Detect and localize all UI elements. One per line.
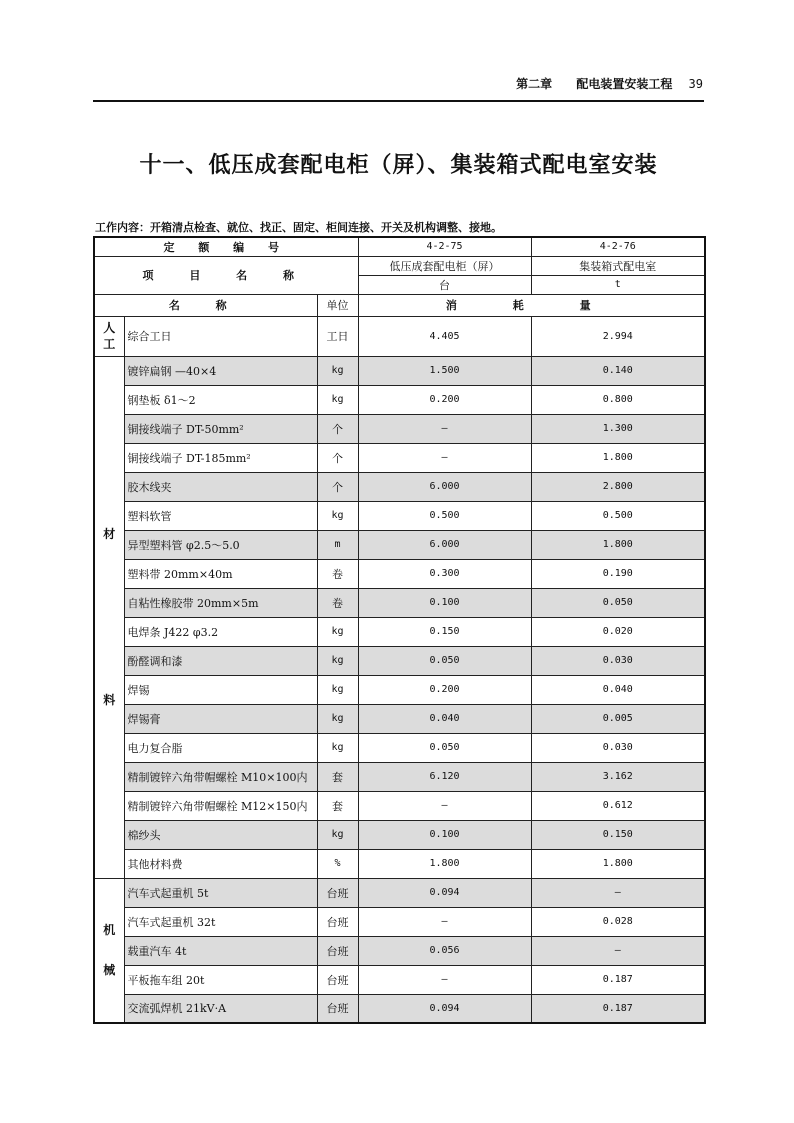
value-76: 0.140 [531, 356, 705, 385]
value-76: 2.994 [531, 316, 705, 356]
item-unit: kg [317, 733, 358, 762]
item-unit: m [317, 530, 358, 559]
value-76: 0.028 [531, 907, 705, 936]
machinery-row [94, 878, 705, 907]
item-name: 塑料带 20mm×40m [124, 559, 317, 588]
item-name: 精制镀锌六角带帽螺栓 M12×150内 [124, 791, 317, 820]
value-75: 6.000 [358, 472, 531, 501]
value-76: 1.800 [531, 849, 705, 878]
value-76: 0.150 [531, 820, 705, 849]
machinery-category-char: 械 [103, 963, 116, 978]
item-unit: kg [317, 501, 358, 530]
item-name: 铜接线端子 DT-185mm² [124, 443, 317, 472]
labor-row [94, 316, 705, 356]
item-unit: kg [317, 704, 358, 733]
item-name: 自粘性橡胶带 20mm×5m [124, 588, 317, 617]
quota-label: 定 额 编 号 [94, 237, 358, 256]
item-name: 汽车式起重机 32t [124, 907, 317, 936]
col-unit-header: 单位 [317, 294, 358, 316]
item-name: 酚醛调和漆 [124, 646, 317, 675]
value-75: 0.040 [358, 704, 531, 733]
value-75: 0.056 [358, 936, 531, 965]
machinery-category [94, 878, 124, 1023]
value-75: — [358, 443, 531, 472]
item-name: 精制镀锌六角带帽螺栓 M10×100内 [124, 762, 317, 791]
materials-category-char: 材 [103, 527, 116, 541]
item-unit: 台班 [317, 878, 358, 907]
value-76: 0.612 [531, 791, 705, 820]
item-label: 项 目 名 称 [94, 256, 358, 294]
item-name: 其他材料费 [124, 849, 317, 878]
column-header-row [94, 294, 705, 316]
value-75: 4.405 [358, 316, 531, 356]
item-name: 塑料软管 [124, 501, 317, 530]
materials-row [94, 472, 705, 501]
value-76: 0.187 [531, 965, 705, 994]
item-unit: 台班 [317, 907, 358, 936]
machinery-row [94, 994, 705, 1023]
labor-category-char: 人 [103, 321, 116, 335]
materials-row [94, 675, 705, 704]
materials-category-char: 料 [103, 693, 116, 707]
value-75: 1.800 [358, 849, 531, 878]
page-title: 十一、低压成套配电柜（屏）、集装箱式配电室安装 [139, 153, 658, 178]
materials-row [94, 559, 705, 588]
value-75: 0.150 [358, 617, 531, 646]
value-75: 0.300 [358, 559, 531, 588]
machinery-row [94, 965, 705, 994]
item-unit-1: 台 [358, 275, 531, 294]
value-75: — [358, 907, 531, 936]
materials-row [94, 704, 705, 733]
item-name: 平板拖车组 20t [124, 965, 317, 994]
item-unit: kg [317, 646, 358, 675]
materials-row [94, 501, 705, 530]
value-76: 3.162 [531, 762, 705, 791]
item-name: 钢垫板 δ1～2 [124, 385, 317, 414]
materials-row [94, 849, 705, 878]
value-76: 0.040 [531, 675, 705, 704]
item-name: 交流弧焊机 21kV·A [124, 994, 317, 1023]
quota-code-2: 4-2-76 [531, 237, 705, 256]
materials-row [94, 617, 705, 646]
value-76: 0.187 [531, 994, 705, 1023]
value-75: — [358, 414, 531, 443]
item-name: 焊锡 [124, 675, 317, 704]
value-75: 0.094 [358, 994, 531, 1023]
value-76: — [531, 878, 705, 907]
value-76: 1.800 [531, 530, 705, 559]
item-unit: kg [317, 820, 358, 849]
item-unit: 工日 [317, 316, 358, 356]
materials-row [94, 588, 705, 617]
value-75: 0.100 [358, 588, 531, 617]
materials-row [94, 820, 705, 849]
materials-row [94, 646, 705, 675]
item-unit: % [317, 849, 358, 878]
value-75: 1.500 [358, 356, 531, 385]
value-75: 0.094 [358, 878, 531, 907]
item-unit: 台班 [317, 936, 358, 965]
page-number: 39 [688, 77, 703, 91]
value-75: 0.200 [358, 385, 531, 414]
materials-row [94, 762, 705, 791]
value-76: 0.005 [531, 704, 705, 733]
item-name: 焊锡膏 [124, 704, 317, 733]
quota-code-row [94, 237, 705, 256]
item-unit: 个 [317, 414, 358, 443]
materials-category [94, 356, 124, 878]
item-name: 载重汽车 4t [124, 936, 317, 965]
item-name: 汽车式起重机 5t [124, 878, 317, 907]
value-75: 0.200 [358, 675, 531, 704]
item-unit: 台班 [317, 965, 358, 994]
item-unit: 套 [317, 791, 358, 820]
value-75: 0.100 [358, 820, 531, 849]
item-name-1: 低压成套配电柜（屏） [358, 256, 531, 275]
machinery-row [94, 936, 705, 965]
quota-code-1: 4-2-75 [358, 237, 531, 256]
materials-row [94, 443, 705, 472]
quota-table [93, 236, 706, 1024]
materials-row [94, 530, 705, 559]
value-76: 0.020 [531, 617, 705, 646]
value-76: 1.300 [531, 414, 705, 443]
value-75: 6.120 [358, 762, 531, 791]
page-header [93, 75, 703, 93]
item-name: 镀锌扁钢 —40×4 [124, 356, 317, 385]
materials-row [94, 414, 705, 443]
value-75: 0.050 [358, 646, 531, 675]
item-name: 胶木线夹 [124, 472, 317, 501]
value-76: 0.030 [531, 733, 705, 762]
col-consumption-header: 消 耗 量 [358, 294, 705, 316]
item-unit: kg [317, 675, 358, 704]
item-unit-2: t [531, 275, 705, 294]
col-name-header: 名 称 [94, 294, 317, 316]
item-name-row [94, 256, 705, 275]
header-rule [93, 100, 704, 102]
value-76: 0.030 [531, 646, 705, 675]
item-unit: 套 [317, 762, 358, 791]
machinery-category-char: 机 [103, 923, 116, 938]
item-name: 综合工日 [124, 316, 317, 356]
item-unit: 个 [317, 472, 358, 501]
chapter-label: 第二章 [516, 77, 553, 91]
item-name: 异型塑料管 φ2.5～5.0 [124, 530, 317, 559]
value-75: 6.000 [358, 530, 531, 559]
materials-row [94, 733, 705, 762]
value-76: 1.800 [531, 443, 705, 472]
value-76: — [531, 936, 705, 965]
item-unit: kg [317, 385, 358, 414]
value-76: 0.500 [531, 501, 705, 530]
value-75: 0.500 [358, 501, 531, 530]
machinery-row [94, 907, 705, 936]
item-unit: 卷 [317, 559, 358, 588]
labor-category-char: 工 [103, 337, 116, 351]
section-label: 配电装置安装工程 [576, 77, 673, 91]
item-name: 棉纱头 [124, 820, 317, 849]
labor-category [94, 316, 124, 356]
item-name-2: 集装箱式配电室 [531, 256, 705, 275]
work-content: 工作内容：开箱清点检查、就位、找正、固定、柜间连接、开关及机构调整、接地。 [95, 221, 502, 234]
value-76: 0.190 [531, 559, 705, 588]
value-75: — [358, 791, 531, 820]
item-name: 电力复合脂 [124, 733, 317, 762]
value-76: 0.050 [531, 588, 705, 617]
item-name: 电焊条 J422 φ3.2 [124, 617, 317, 646]
item-unit: 台班 [317, 994, 358, 1023]
materials-row [94, 791, 705, 820]
value-76: 0.800 [531, 385, 705, 414]
item-name: 铜接线端子 DT-50mm² [124, 414, 317, 443]
value-75: — [358, 965, 531, 994]
value-76: 2.800 [531, 472, 705, 501]
materials-row [94, 356, 705, 385]
item-unit: kg [317, 617, 358, 646]
item-unit: 卷 [317, 588, 358, 617]
materials-row [94, 385, 705, 414]
item-unit: kg [317, 356, 358, 385]
item-unit: 个 [317, 443, 358, 472]
value-75: 0.050 [358, 733, 531, 762]
